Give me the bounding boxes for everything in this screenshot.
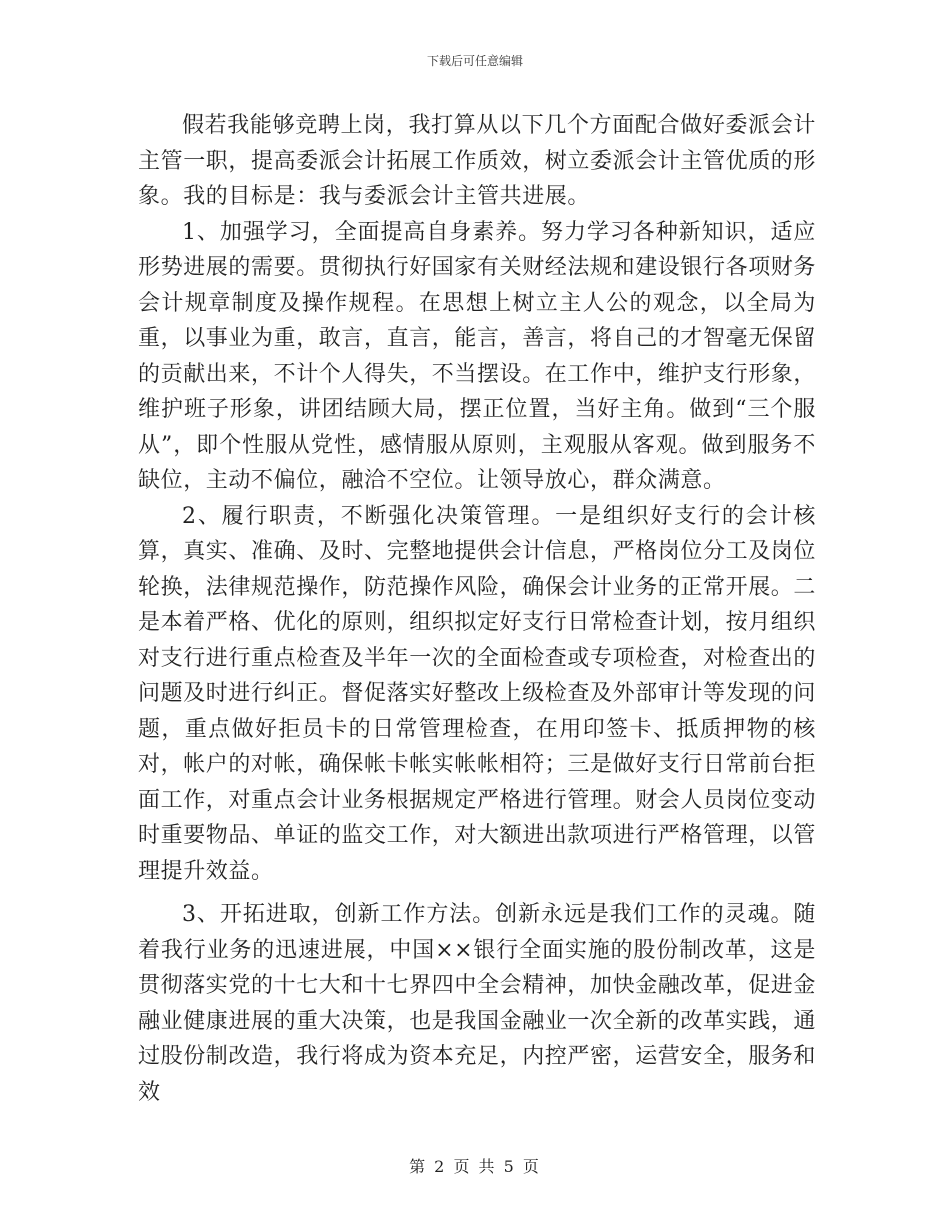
page-number: 第 2 页 共 5 页: [409, 1157, 541, 1176]
paragraph-innovation: 3、开拓进取，创新工作方法。创新永远是我们工作的灵魂。随着我行业务的迅速进展，中国××银行全面实施的股份制改革，这是贯彻落实党的十七大和十七界四中全会精神，加快金融改革，促进金融业健康进展的重大决策，也是我国金融业一次全新的改革实践，通过股份制改造，我行将成为资本充足，内控严密，运营安全，服务和效: [138, 902, 817, 1105]
paragraph-intro: 假若我能够竞聘上岗，我打算从以下几个方面配合做好委派会计主管一职，提高委派会计拓展工作质效，树立委派会计主管优质的形象。我的目标是：我与委派会计主管共进展。: [138, 113, 817, 209]
page-header-note: 下载后可任意编辑: [426, 54, 523, 68]
document-body: [138, 108, 816, 1110]
paragraph-study: 1、加强学习，全面提高自身素养。努力学习各种新知识，适应形势进展的需要。贯彻执行好国家有关财经法规和建设银行各项财务会计规章制度及操作规程。在思想上树立主人公的观念，以全局为重，以事业为重，敢言，直言，能言，善言，将自己的才智毫无保留的贡献出来，不计个人得失，不当摆设。在工作中，维护支行形象，维护班子形象，讲团结顾大局，摆正位置，当好主角。做到“三个服从”，即个性服从党性，感情服从原则，主观服从客观。做到服务不缺位，主动不偏位，融洽不空位。让领导放心，群众满意。: [138, 219, 817, 493]
paragraph-duties: 2、履行职责，不断强化决策管理。一是组织好支行的会计核算，真实、准确、及时、完整地提供会计信息，严格岗位分工及岗位轮换，法律规范操作，防范操作风险，确保会计业务的正常开展。二是本着严格、优化的原则，组织拟定好支行日常检查计划，按月组织对支行进行重点检查及半年一次的全面检查或专项检查，对检查出的问题及时进行纠正。督促落实好整改上级检查及外部审计等发现的问题，重点做好拒员卡的日常管理检查，在用印签卡、抵质押物的核对，帐户的对帐，确保帐卡帐实帐帐相符；三是做好支行日常前台拒面工作，对重点会计业务根据规定严格进行管理。财会人员岗位变动时重要物品、单证的监交工作，对大额进出款项进行严格管理，以管理提升效益。: [138, 503, 817, 884]
